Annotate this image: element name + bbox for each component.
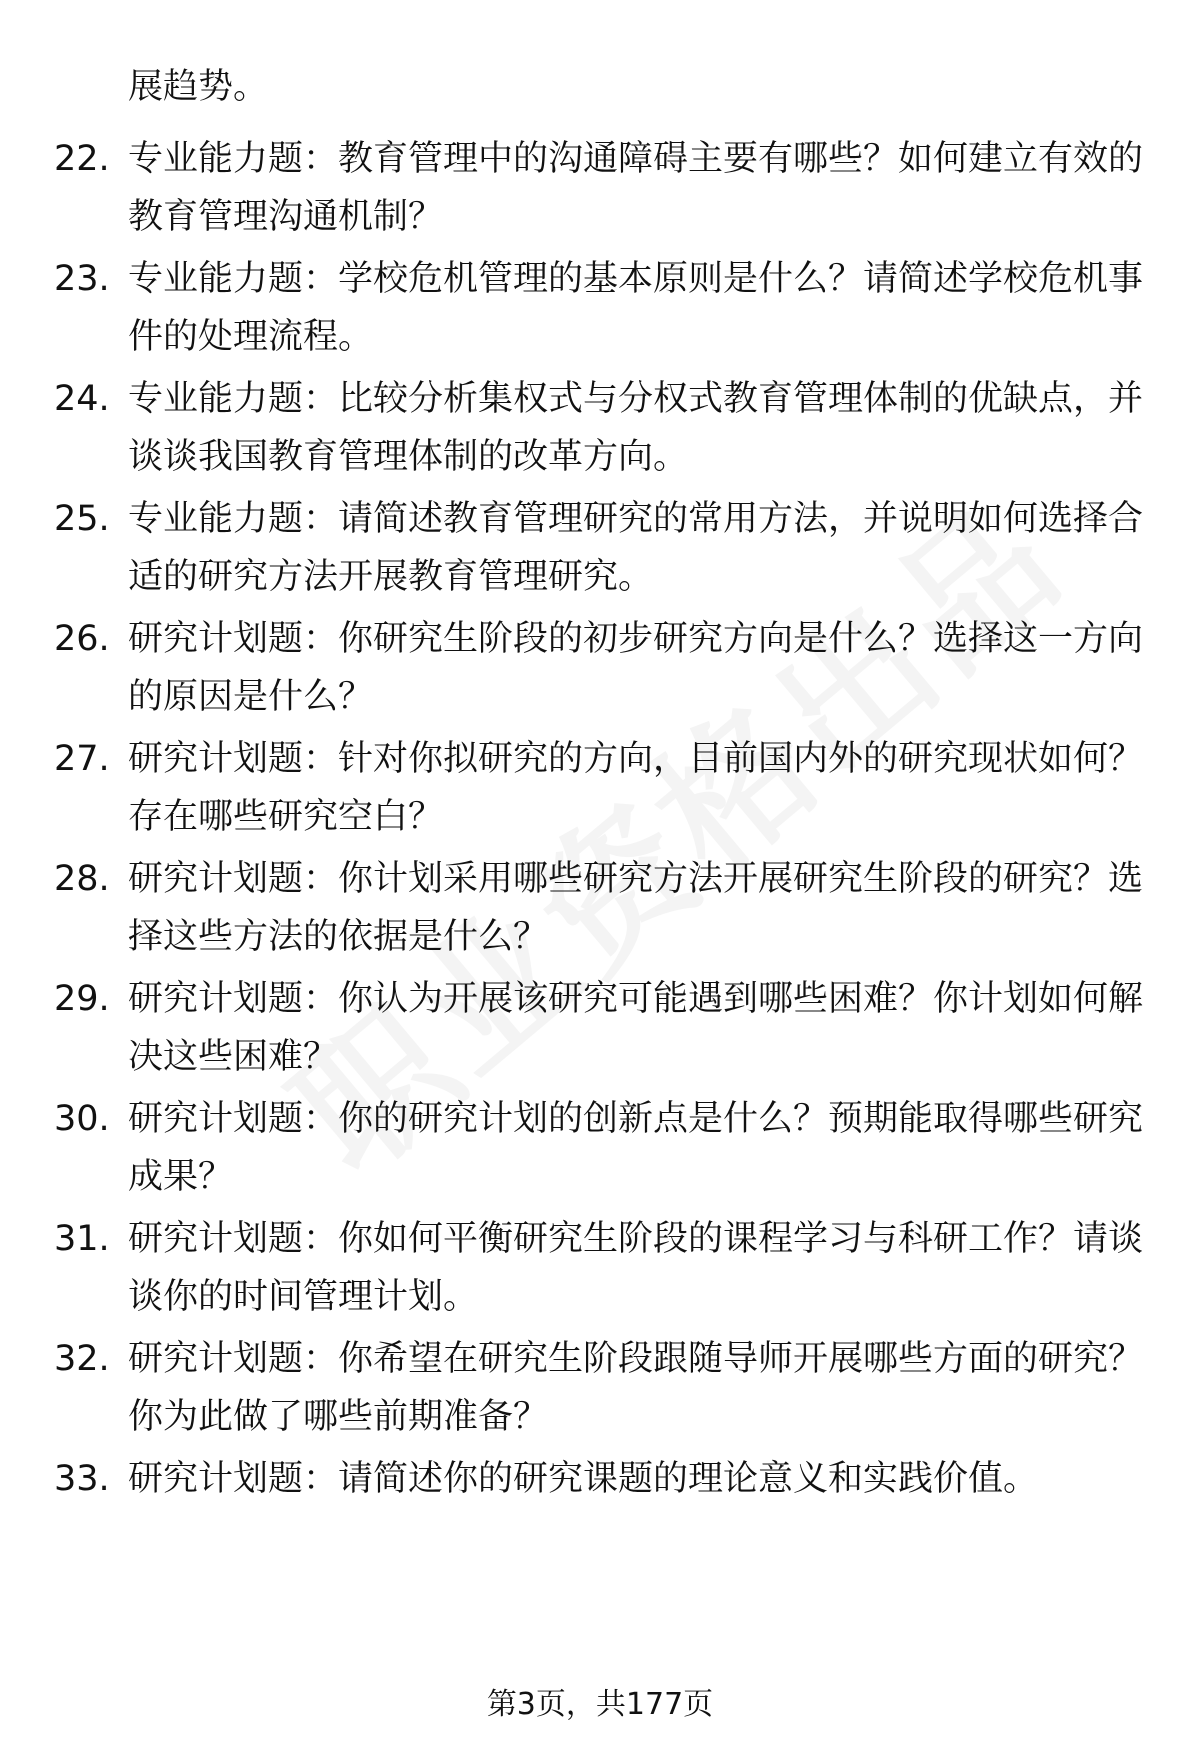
- question-item: [0, 730, 1200, 846]
- question-number: 26.: [54, 619, 110, 659]
- question-item: [0, 850, 1200, 966]
- question-text: 研究计划题：你如何平衡研究生阶段的课程学习与科研工作？请谈谈你的时间管理计划。: [128, 1219, 1144, 1317]
- question-text: 研究计划题：你希望在研究生阶段跟随导师开展哪些方面的研究？你为此做了哪些前期准备？: [128, 1339, 1144, 1437]
- question-number: 23.: [54, 259, 110, 299]
- question-item: [0, 370, 1200, 486]
- continuation-text: 展趋势。: [128, 67, 269, 107]
- question-item: [0, 610, 1200, 726]
- question-number: 29.: [54, 979, 110, 1019]
- question-item: [0, 1210, 1200, 1326]
- question-item: [0, 130, 1200, 246]
- question-number: 32.: [54, 1339, 110, 1379]
- question-item: [0, 490, 1200, 606]
- question-item: [0, 1330, 1200, 1446]
- page-footer: 第3页，共177页: [486, 1687, 714, 1722]
- question-item: [0, 970, 1200, 1086]
- question-number: 27.: [54, 739, 110, 779]
- question-text: 研究计划题：你研究生阶段的初步研究方向是什么？选择这一方向的原因是什么？: [128, 619, 1144, 717]
- question-item: [0, 1090, 1200, 1206]
- question-number: 30.: [54, 1099, 110, 1139]
- question-text: 研究计划题：请简述你的研究课题的理论意义和实践价值。: [128, 1459, 1039, 1499]
- question-text: 专业能力题：学校危机管理的基本原则是什么？请简述学校危机事件的处理流程。: [128, 259, 1144, 357]
- question-item: [0, 250, 1200, 366]
- question-item: [0, 1450, 1200, 1566]
- question-text: 专业能力题：教育管理中的沟通障碍主要有哪些？如何建立有效的教育管理沟通机制？: [128, 139, 1144, 237]
- question-number: 25.: [54, 499, 110, 539]
- question-number: 22.: [54, 139, 110, 179]
- question-text: 研究计划题：你认为开展该研究可能遇到哪些困难？你计划如何解决这些困难？: [128, 979, 1144, 1077]
- question-text: 研究计划题：针对你拟研究的方向，目前国内外的研究现状如何？存在哪些研究空白？: [128, 739, 1144, 837]
- question-text: 专业能力题：比较分析集权式与分权式教育管理体制的优缺点，并谈谈我国教育管理体制的改革方向。: [128, 379, 1144, 477]
- question-number: 24.: [54, 379, 110, 419]
- question-number: 28.: [54, 859, 110, 899]
- question-text: 专业能力题：请简述教育管理研究的常用方法，并说明如何选择合适的研究方法开展教育管理研究。: [128, 499, 1144, 597]
- question-number: 33.: [54, 1459, 110, 1499]
- question-text: 研究计划题：你计划采用哪些研究方法开展研究生阶段的研究？选择这些方法的依据是什么？: [128, 859, 1144, 957]
- question-text: 研究计划题：你的研究计划的创新点是什么？预期能取得哪些研究成果？: [128, 1099, 1144, 1197]
- question-number: 31.: [54, 1219, 110, 1259]
